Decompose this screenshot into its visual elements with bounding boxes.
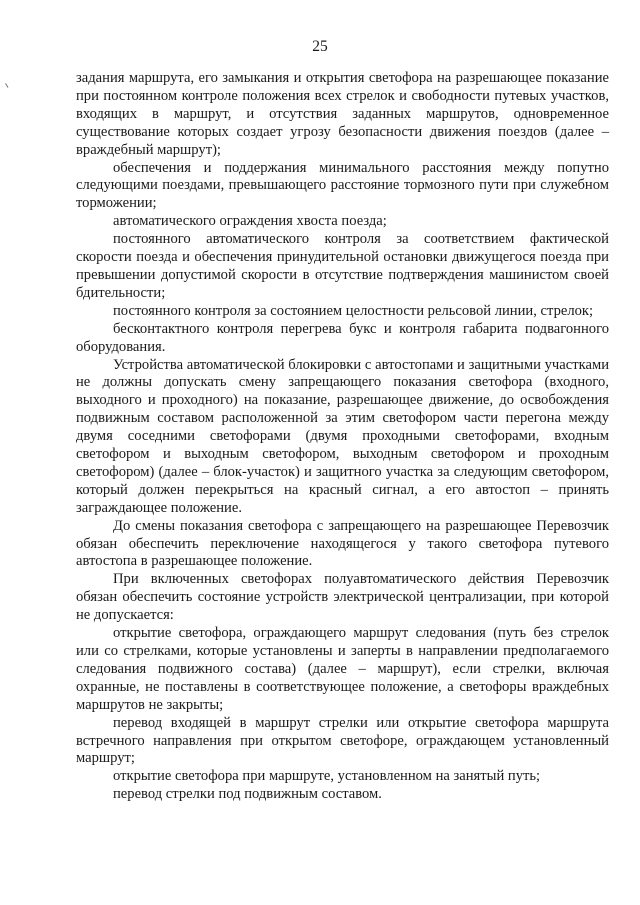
paragraph: При включенных светофорах полуавтоматического действия Перевозчик обязан обеспечить состояние устройств электрической централизации, при которой не допускается: (76, 571, 609, 624)
body-text (76, 70, 609, 804)
paragraph: постоянного контроля за состоянием целостности рельсовой линии, стрелок; (113, 302, 594, 319)
paragraph: перевод стрелки под подвижным составом. (113, 786, 382, 803)
paragraph: До смены показания светофора с запрещающего на разрешающее Перевозчик обязан обеспечить переключение находящегося у такого светофора путевого автостопа в разрешающее положение. (76, 517, 609, 570)
paragraph: открытие светофора, ограждающего маршрут следования (путь без стрелок или со стрелками, которые установлены и заперты в направлении предполагаемого следования подвижного состава) (далее – маршрут), если стрелки, включая охранные, не поставлены в соответствующее положение, а светофоры враждебных маршрутов не закрыты; (76, 625, 609, 713)
paragraph: автоматического ограждения хвоста поезда; (113, 213, 387, 230)
paragraph: Устройства автоматической блокировки с автостопами и защитными участками не должны допускать смену запрещающего показания светофора (входного, выходного и проходного) на показание, разрешающее движение, до освобождения подвижным составом расположенной за этим светофором части перегона между двумя соседними светофорами (двумя проходными светофорами, входным светофором и выходным светофором, выходным светофором и проходным светофором) (далее – блок-участок) и защитного участка за следующим светофором, который должен перекрыться на красный сигнал, а его автостоп – принять заграждающее положение. (76, 356, 609, 516)
paragraph: обеспечения и поддержания минимального расстояния между попутно следующими поездами, превышающего расстояние тормозного пути при служебном торможении; (76, 159, 609, 212)
paragraph: открытие светофора при маршруте, установленном на занятый путь; (113, 768, 541, 785)
page-number: 25 (312, 38, 328, 55)
paragraph: постоянного автоматического контроля за соответствием фактической скорости поезда и обеспечения принудительной остановки движущегося поезда при превышении допустимой скорости в отсутствие подтверждения машинистом своей бдительности; (76, 231, 609, 301)
paragraph: бесконтактного контроля перегрева букс и контроля габарита подвагонного оборудования. (76, 320, 609, 355)
paragraph: перевод входящей в маршрут стрелки или открытие светофора маршрута встречного направления при открытом светофоре, ограждающем установленный маршрут; (76, 714, 609, 767)
paragraph: задания маршрута, его замыкания и открытия светофора на разрешающее показание при постоянном контроле положения всех стрелок и свободности путевых участков, входящих в маршрут, и отсутствия заданных маршрутов, одновременное существование которых создает угрозу безопасности движения поездов (далее – враждебный маршрут); (76, 70, 609, 158)
margin-mark (5, 81, 12, 88)
